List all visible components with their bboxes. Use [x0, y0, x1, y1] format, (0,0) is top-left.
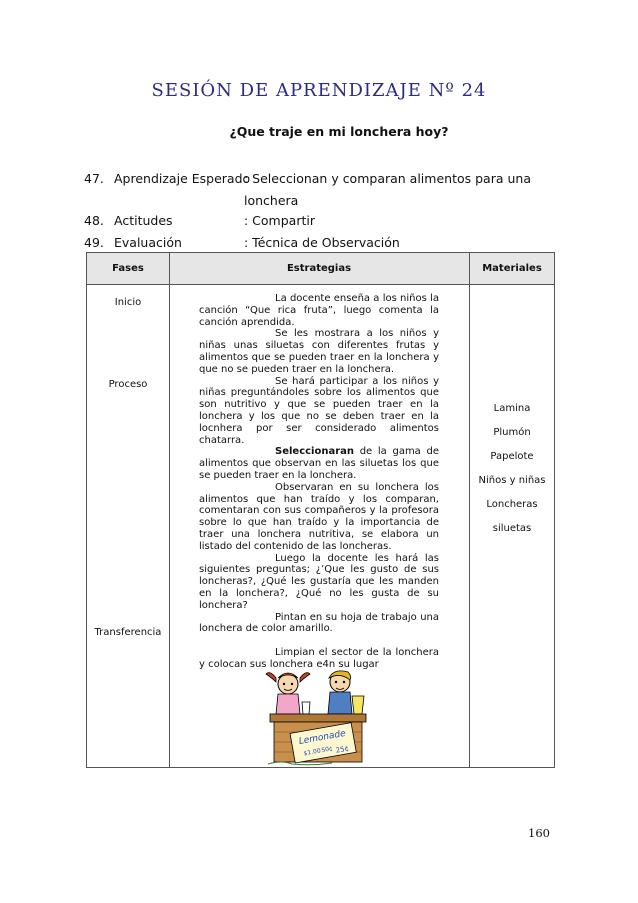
meta-value: : Compartir: [244, 213, 315, 228]
material-item: siluetas: [492, 523, 532, 534]
column-divider: [169, 253, 170, 767]
header-fases: Fases: [112, 263, 144, 274]
strategy-paragraph: Se les mostrara a los niños y niñas unas siluetas con diferentes frutas y alimentos que se pueden traer en la lonchera y que no se pueden traer en la lonchera.: [199, 328, 439, 375]
session-title: SESIÓN DE APRENDIZAJE Nº 24: [151, 80, 487, 101]
strategy-paragraph: Luego la docente les hará las siguientes preguntas; ¿’Que les gusto de sus loncheras?, ¿Qué les gustaría que les manden en la lonchera?, ¿Qué no les gusta de su lonchera?: [199, 552, 439, 611]
table-header: [87, 253, 554, 285]
session-subtitle: ¿Que traje en mi lonchera hoy?: [229, 124, 449, 139]
strategy-paragraph: Se hará participar a los niños y niñas preguntándoles sobre los alimentos que son nutritivo y que se pueden traer en la lonchera y los que no se deben traer en la locnhera por ser considerado alimentos chatarra.: [199, 375, 439, 446]
boy-eye: [343, 681, 345, 683]
material-item: Lamina: [493, 403, 531, 414]
meta-row-evaluation: [84, 234, 400, 252]
boy-eye: [335, 681, 337, 683]
girl-face: [278, 674, 298, 694]
strategy-paragraph: La docente enseña a los niños la canción “Que rica fruta”, luego comenta la canción aprendida.: [199, 293, 439, 328]
girl-eye: [283, 683, 285, 685]
meta-label: Aprendizaje Esperado: [114, 171, 251, 186]
phase-proceso: Proceso: [108, 379, 148, 390]
meta-number: 48.: [84, 213, 104, 228]
boy-shirt: [328, 692, 352, 714]
meta-value-continued: lonchera: [244, 193, 299, 208]
material-item: Loncheras: [486, 499, 538, 510]
meta-row-attitudes: [84, 212, 315, 230]
meta-row-learning: [84, 170, 531, 188]
material-item: Plumón: [493, 427, 531, 438]
meta-number: 47.: [84, 171, 104, 186]
meta-value: : Técnica de Observación: [244, 235, 400, 250]
meta-label: Actitudes: [114, 213, 173, 228]
lemonade-stand-clipart: [262, 660, 372, 770]
meta-label: Evaluación: [114, 235, 182, 250]
stand-counter: [270, 714, 366, 722]
strategies-text: [199, 293, 439, 671]
meta-value: : Seleccionan y comparan alimentos para una: [244, 171, 531, 186]
phase-transferencia: Transferencia: [94, 627, 162, 638]
sign-price: $1.00: [303, 747, 322, 758]
strategy-paragraph: Observaran en su lonchera los alimentos que han traído y los comparan, comentaran con sus compañeros y la profesora sobre lo que han traído y la importancia de traer una lonchera nutritiva, se elabora un listado del contenido de las loncheras.: [199, 481, 439, 552]
pitcher-icon: [352, 696, 364, 714]
sign-price: 25¢: [335, 744, 350, 755]
strategy-paragraph: Limpian el sector de la lonchera y colocan sus lonchera e4n su lugar: [199, 647, 439, 670]
material-item: Niños y niñas: [478, 475, 546, 486]
sign-price: 50¢: [320, 745, 334, 755]
sign-title: Lemonade: [298, 728, 347, 747]
material-item: Papelote: [490, 451, 534, 462]
strategy-text: de la gama de alimentos que observan en las siluetas los que se pueden traer en la lonchera.: [199, 446, 439, 481]
strategy-keyword: Seleccionaran: [275, 446, 355, 458]
page-number: 160: [528, 826, 550, 840]
strategy-paragraph: [199, 446, 439, 481]
header-estrategias: Estrategias: [286, 263, 352, 274]
phase-inicio: Inicio: [114, 297, 142, 308]
cup-icon: [302, 702, 310, 714]
girl-dress: [276, 694, 300, 714]
meta-number: 49.: [84, 235, 104, 250]
column-divider: [469, 253, 470, 767]
header-materiales: Materiales: [482, 263, 542, 274]
girl-eye: [291, 683, 293, 685]
strategy-paragraph: Pintan en su hoja de trabajo una lonchera de color amarillo.: [199, 611, 439, 635]
